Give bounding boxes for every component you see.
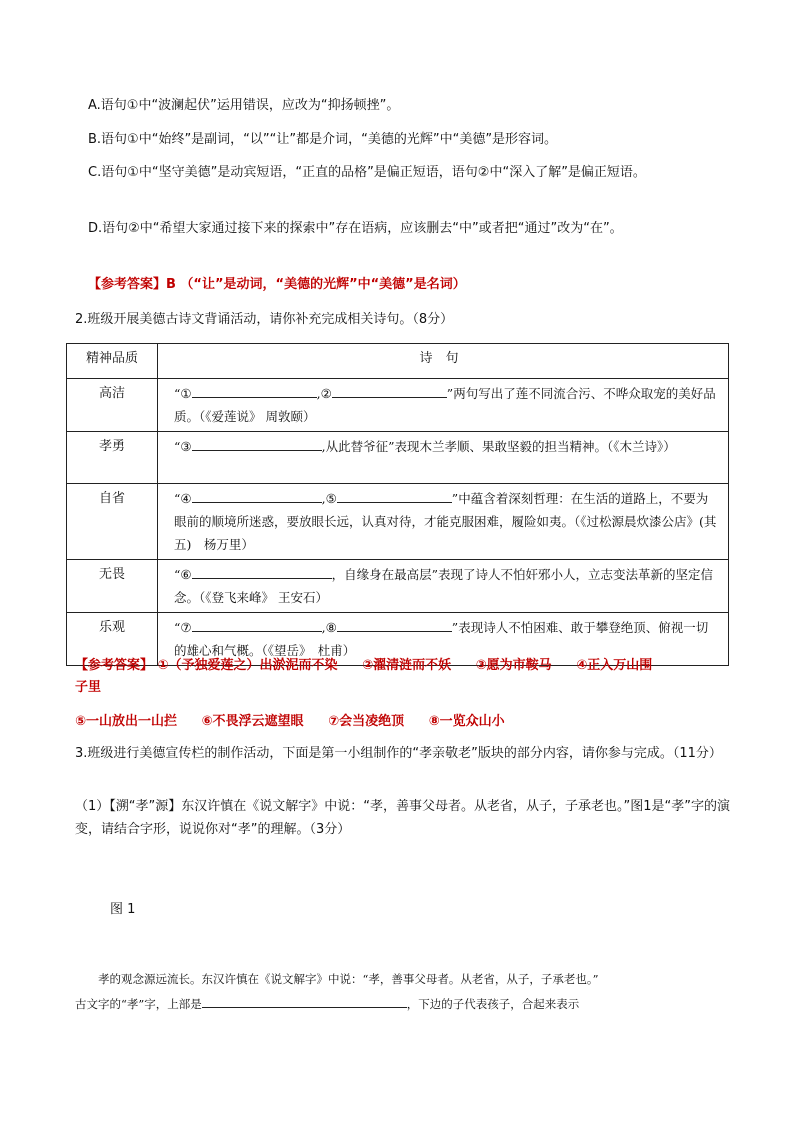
table-row — [67, 484, 729, 560]
blank-7[interactable] — [192, 617, 322, 632]
table-row — [67, 379, 729, 432]
blank-5[interactable] — [337, 488, 452, 503]
question-3-sub1: （1）【溯“孝”源】东汉许慎在《说文解字》中说：“孝，善事父母者。从老省，从子，子承老也。”图1是“孝”字的演变，请结合字形，说说你对“孝”的理解。（3分） — [75, 799, 730, 837]
quality-cell: 孝勇 — [67, 432, 158, 484]
blank-1[interactable] — [192, 383, 317, 398]
answer-item: ③愿为市鞍马 — [475, 658, 552, 673]
verse-cell: “④ ,⑤ ”中蕴含着深刻哲理：在生活的道路上，不要为眼前的顺境所迷惑，要放眼长远，认真对待，才能克服困难，履险如夷。（《过松源晨炊漆公店》(其五) 杨万里） — [158, 484, 729, 560]
figure-label: 图 1 — [110, 902, 136, 917]
answer-q2 — [75, 655, 725, 733]
essay-blank[interactable] — [202, 993, 407, 1008]
answer-item: ⑥不畏浮云遮望眼 — [201, 714, 304, 729]
question-3-title: 3.班级进行美德宣传栏的制作活动，下面是第一小组制作的“孝亲敬老”版块的部分内容，请你参与完成。（11分） — [75, 746, 722, 761]
blank-4[interactable] — [192, 488, 322, 503]
quality-cell: 自省 — [67, 484, 158, 560]
quality-cell: 乐观 — [67, 613, 158, 666]
blank-8[interactable] — [337, 617, 452, 632]
verse-cell: “⑥ ，自缘身在最高层”表现了诗人不怕奸邪小人，立志变法革新的坚定信念。（《登飞来峰》 王安石） — [158, 560, 729, 613]
blank-6[interactable] — [192, 564, 332, 579]
poem-table — [66, 343, 729, 666]
answer-item: ⑦会当凌绝顶 — [328, 714, 405, 729]
answer-item: 子里 — [75, 680, 102, 695]
verse-cell: “① ,② ”两句写出了莲不同流合污、不哗众取宠的美好品质。（《爱莲说》 周敦颐） — [158, 379, 729, 432]
answer-item: ①（予独爱莲之）出淤泥而不染 — [157, 658, 338, 673]
essay-line-2: 古文字的“孝”字，上部是 ，下边的子代表孩子，合起来表示 — [75, 993, 735, 1016]
quality-cell: 高洁 — [67, 379, 158, 432]
answer-q1: 【参考答案】B （“让”是动词，“美德的光辉”中“美德”是名词） — [88, 277, 466, 292]
answer-item: ⑤一山放出一山拦 — [75, 714, 178, 729]
question-2-title: 2.班级开展美德古诗文背诵活动，请你补充完成相关诗句。（8分） — [75, 312, 454, 327]
blank-2[interactable] — [332, 383, 447, 398]
header-quality: 精神品质 — [67, 344, 158, 379]
verse-cell: “⑦ ,⑧ ”表现诗人不怕困难、敢于攀登绝顶、俯视一切的雄心和气概。（《望岳》 杜甫） — [158, 613, 729, 666]
table-row — [67, 432, 729, 484]
option-a: A.语句①中“波澜起伏”运用错误，应改为“抑扬顿挫”。 — [88, 98, 400, 113]
quality-cell: 无畏 — [67, 560, 158, 613]
header-verse: 诗 句 — [158, 344, 729, 379]
answer-label: 【参考答案】 — [75, 658, 154, 673]
essay-line-1: 孝的观念源远流长。东汉许慎在《说文解字》中说：“孝，善事父母者。从老省，从子，子承老也。” — [98, 972, 599, 986]
answer-item: ②濯清涟而不妖 — [362, 658, 452, 673]
table-header-row — [67, 344, 729, 379]
table-row — [67, 560, 729, 613]
answer-item: ⑧一览众山小 — [428, 714, 505, 729]
blank-3[interactable] — [192, 436, 322, 451]
verse-cell: “③ ,从此替爷征”表现木兰孝顺、果敢坚毅的担当精神。（《木兰诗》） — [158, 432, 729, 484]
option-c: C.语句①中“坚守美德”是动宾短语，“正直的品格”是偏正短语，语句②中“深入了解”是偏正短语。 — [88, 165, 646, 180]
answer-item: ④正入万山围 — [576, 658, 653, 673]
option-b: B.语句①中“始终”是副词，“以”“让”都是介词，“美德的光辉”中“美德”是形容词。 — [88, 132, 558, 147]
option-d: D.语句②中“希望大家通过接下来的探索中”存在语病，应该删去“中”或者把“通过”改为“在”。 — [88, 221, 623, 236]
